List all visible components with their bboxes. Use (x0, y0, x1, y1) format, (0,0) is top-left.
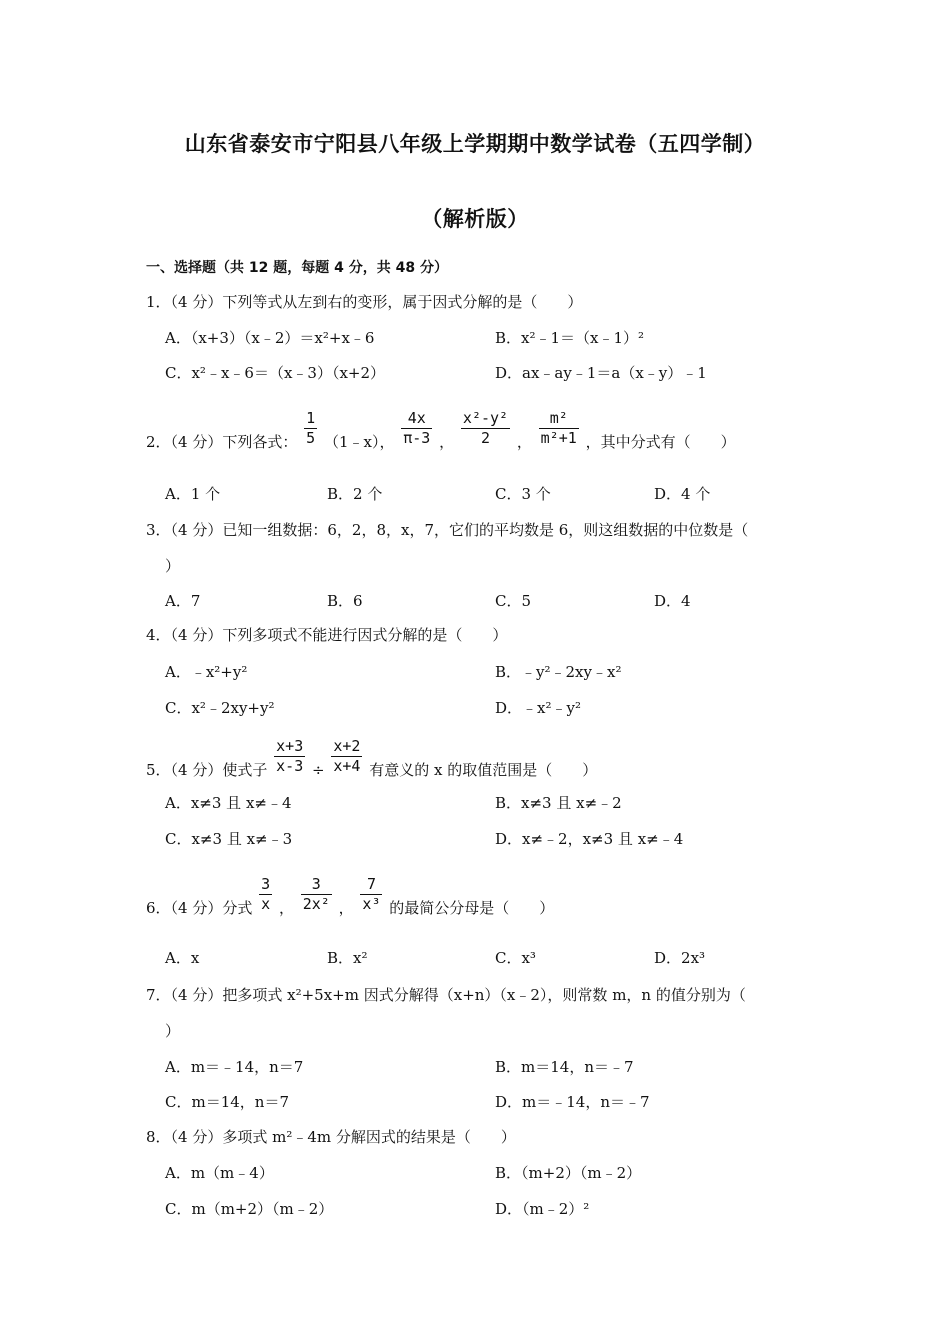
question-8-stem: 8．（4 分）多项式 m²﹣4m 分解因式的结果是（ ） (146, 1128, 516, 1146)
question-5-stem-prefix: 5．（4 分）使式子 (146, 761, 268, 779)
question-2-stem (146, 405, 736, 452)
question-6-option-b: B．x² (327, 949, 368, 967)
question-7-option-c: C．m＝14，n＝7 (165, 1093, 289, 1111)
question-3-option-d: D．4 (654, 592, 691, 610)
question-6-stem-suffix: 的最简公分母是（ ） (389, 899, 555, 917)
question-4-option-a: A．﹣x²+y² (165, 663, 248, 681)
question-8-option-b: B．（m+2）（m﹣2） (495, 1164, 642, 1182)
question-2-stem-prefix: 2．（4 分）下列各式： (146, 433, 298, 451)
fraction-denominator: 2x² (302, 895, 330, 913)
question-2-option-d: D．4 个 (654, 485, 711, 503)
question-4-stem: 4．（4 分）下列多项式不能进行因式分解的是（ ） (146, 626, 508, 644)
division-sign: ÷ (312, 760, 325, 779)
question-2-stem-suffix: ，其中分式有（ ） (585, 433, 736, 451)
question-3-option-b: B．6 (327, 592, 363, 610)
question-6-fraction-1 (259, 875, 272, 914)
question-5-stem (146, 733, 597, 780)
fraction-denominator: 2 (480, 429, 491, 447)
question-5-option-a: A．x≠3 且 x≠﹣4 (165, 794, 292, 812)
fraction-numerator: 1 (306, 409, 316, 427)
question-4-option-b: B．﹣y²﹣2xy﹣x² (495, 663, 622, 681)
question-6-fraction-3 (360, 875, 382, 914)
question-6-option-d: D．2x³ (654, 949, 706, 967)
question-1-option-c: C．x²﹣x﹣6＝（x﹣3）（x+2） (165, 364, 386, 382)
question-2-fraction-4 (539, 409, 579, 448)
question-3-stem: 3．（4 分）已知一组数据：6，2，8，x，7，它们的平均数是 6，则这组数据的中位数是（ (146, 521, 749, 539)
question-4-option-c: C．x²﹣2xy+y² (165, 699, 275, 717)
question-1-stem: 1．（4 分）下列等式从左到右的变形，属于因式分解的是（ ） (146, 293, 583, 311)
question-2-option-b: B．2 个 (327, 485, 383, 503)
separator: ， (516, 433, 532, 451)
fraction-numerator: 4x (401, 409, 432, 429)
question-6-stem-prefix: 6．（4 分）分式 (146, 899, 253, 917)
question-7-stem: 7．（4 分）把多项式 x²+5x+m 因式分解得（x+n）（x﹣2），则常数 m，n 的值分别为（ (146, 986, 746, 1004)
question-2-option-c: C．3 个 (495, 485, 551, 503)
fraction-denominator: m²+1 (540, 429, 577, 447)
question-8-option-d: D．（m﹣2）² (495, 1200, 590, 1218)
fraction-denominator: 5 (306, 429, 316, 447)
document-title: 山东省泰安市宁阳县八年级上学期期中数学试卷（五四学制） (184, 132, 766, 156)
fraction-numerator: 3 (261, 875, 271, 893)
fraction-numerator: m² (539, 409, 579, 429)
question-7-stem-continued: ） (165, 1022, 181, 1040)
question-6-fraction-2 (301, 875, 332, 914)
question-5-option-d: D．x≠﹣2，x≠3 且 x≠﹣4 (495, 830, 684, 848)
question-6-option-a: A．x (165, 949, 200, 967)
fraction-numerator: x+3 (276, 737, 304, 755)
fraction-numerator: 7 (360, 875, 382, 895)
separator: ， (278, 899, 294, 917)
question-6-option-c: C．x³ (495, 949, 536, 967)
section-heading: 一、选择题（共 12 题，每题 4 分，共 48 分） (146, 260, 448, 276)
question-3-option-a: A．7 (165, 592, 201, 610)
fraction-numerator: x+2 (333, 737, 361, 755)
document-subtitle: （解析版） (421, 207, 529, 231)
question-7-option-a: A．m＝﹣14，n＝7 (165, 1058, 304, 1076)
separator: ， (338, 899, 354, 917)
fraction-denominator: x³ (362, 895, 381, 913)
question-5-option-b: B．x≠3 且 x≠﹣2 (495, 794, 622, 812)
question-5-fraction-2 (331, 737, 362, 776)
question-5-option-c: C．x≠3 且 x≠﹣3 (165, 830, 293, 848)
question-8-option-c: C．m（m+2）（m﹣2） (165, 1200, 334, 1218)
question-1-option-d: D．ax﹣ay﹣1＝a（x﹣y）﹣1 (495, 364, 707, 382)
fraction-denominator: π-3 (403, 429, 431, 447)
question-2-option-a: A．1 个 (165, 485, 221, 503)
question-7-option-d: D．m＝﹣14，n＝﹣7 (495, 1093, 650, 1111)
question-2-fraction-3 (461, 409, 510, 448)
question-2-fraction-2 (401, 409, 432, 448)
question-4-option-d: D．﹣x²﹣y² (495, 699, 581, 717)
question-7-option-b: B．m＝14，n＝﹣7 (495, 1058, 634, 1076)
question-2-stem-middle: （1﹣x）， (323, 433, 395, 451)
question-3-stem-continued: ） (165, 557, 181, 575)
fraction-denominator: x-3 (276, 757, 304, 775)
question-5-stem-suffix: 有意义的 x 的取值范围是（ ） (369, 761, 598, 779)
question-3-option-c: C．5 (495, 592, 532, 610)
question-8-option-a: A．m（m﹣4） (165, 1164, 274, 1182)
fraction-denominator: x (261, 895, 271, 913)
question-1-option-a: A．（x+3）（x﹣2）＝x²+x﹣6 (165, 329, 375, 347)
separator: ， (439, 433, 455, 451)
question-5-fraction-1 (274, 737, 305, 776)
question-1-option-b: B．x²﹣1＝（x﹣1）² (495, 329, 645, 347)
fraction-numerator: 3 (301, 875, 332, 895)
question-6-stem (146, 871, 554, 918)
question-2-fraction-1 (304, 409, 317, 448)
fraction-numerator: x²-y² (462, 409, 509, 427)
fraction-denominator: x+4 (333, 757, 361, 775)
